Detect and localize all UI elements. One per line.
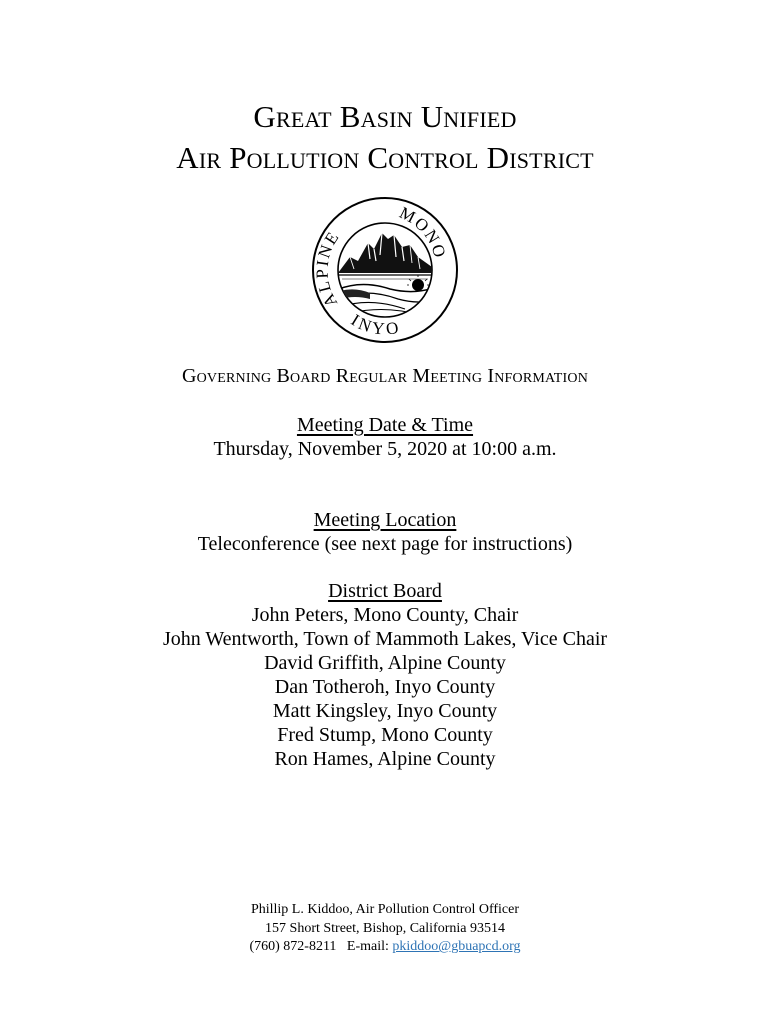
meeting-location-heading: Meeting Location (313, 509, 457, 531)
district-board-heading: District Board (328, 580, 442, 602)
email-link[interactable]: pkiddoo@gbuapcd.org (392, 939, 521, 954)
meeting-date-section (0, 413, 770, 461)
meeting-date-value: Thursday, November 5, 2020 at 10:00 a.m. (213, 438, 557, 460)
board-member: Ron Hames, Alpine County (274, 748, 496, 770)
mountain-landscape-icon (334, 233, 436, 315)
board-member: Fred Stump, Mono County (277, 724, 493, 746)
meeting-location-section (0, 508, 770, 556)
phone-text: (760) 872-8211 E-mail: (249, 939, 393, 954)
officer-line: Phillip L. Kiddoo, Air Pollution Control Officer (250, 902, 520, 917)
meeting-info-subtitle: Governing Board Regular Meeting Information (181, 365, 589, 387)
phone-email-line (0, 938, 770, 957)
board-member: John Wentworth, Town of Mammoth Lakes, Vice Chair (162, 628, 608, 650)
district-title-line1: Great Basin Unified (253, 99, 517, 134)
address-line: 157 Short Street, Bishop, California 93514 (265, 920, 505, 936)
district-title-line2: Air Pollution Control District (176, 140, 594, 175)
district-seal-logo (310, 195, 460, 345)
board-member: Matt Kingsley, Inyo County (272, 700, 498, 722)
meeting-location-value: Teleconference (see next page for instructions) (197, 533, 573, 555)
meeting-date-heading: Meeting Date & Time (296, 414, 474, 436)
svg-text:INYO (348, 310, 403, 338)
seal-text-mono: MONO (396, 203, 451, 262)
board-member: John Peters, Mono County, Chair (251, 604, 519, 626)
seal-text-inyo: INYO (347, 310, 403, 339)
contact-footer (0, 901, 770, 957)
board-member: David Griffith, Alpine County (264, 652, 506, 674)
seal-text-alpine: ALPINE (312, 227, 344, 311)
district-board-section (0, 579, 770, 771)
board-member: Dan Totheroh, Inyo County (274, 676, 496, 698)
